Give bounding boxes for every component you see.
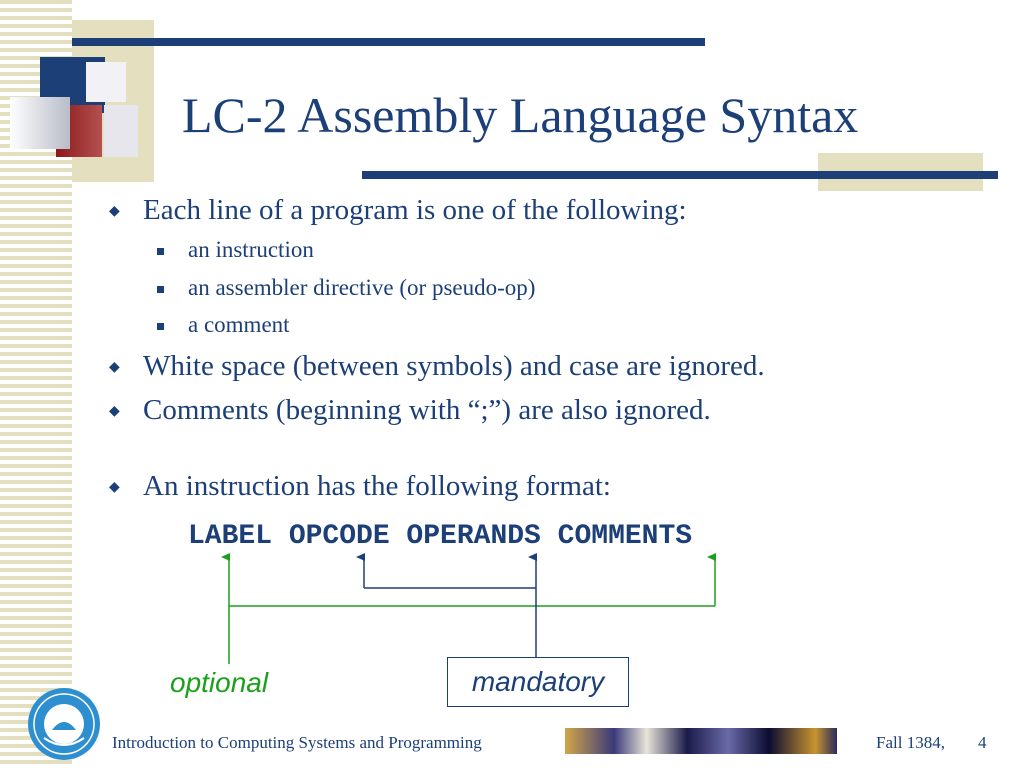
bullet-text: White space (between symbols) and case are ignored. bbox=[143, 350, 765, 382]
diamond-bullet-icon: ◆ bbox=[109, 480, 120, 495]
slide-page-number: 4 bbox=[978, 733, 987, 752]
bullet-text: Comments (beginning with “;”) are also ignored. bbox=[143, 394, 711, 426]
sub-bullet-text: a comment bbox=[188, 312, 290, 337]
bullet-text: Each line of a program is one of the following: bbox=[143, 194, 687, 226]
university-seal-icon bbox=[26, 686, 102, 762]
bullet-text: An instruction has the following format: bbox=[143, 470, 611, 502]
mandatory-connector-lines bbox=[364, 557, 536, 657]
footer-course-title: Introduction to Computing Systems and Programming bbox=[112, 733, 482, 752]
diamond-bullet-icon: ◆ bbox=[109, 204, 120, 219]
instruction-format-line: LABEL OPCODE OPERANDS COMMENTS bbox=[188, 521, 693, 552]
sub-bullet-text: an assembler directive (or pseudo-op) bbox=[188, 275, 536, 300]
footer-image-strip bbox=[565, 728, 837, 754]
diamond-bullet-icon: ◆ bbox=[109, 404, 120, 419]
diamond-bullet-icon: ◆ bbox=[109, 360, 120, 375]
slide-title: LC-2 Assembly Language Syntax bbox=[182, 87, 859, 143]
optional-connector-lines bbox=[229, 557, 715, 664]
optional-label: optional bbox=[170, 667, 269, 698]
mandatory-label: mandatory bbox=[447, 657, 629, 707]
sub-bullet-text: an instruction bbox=[188, 237, 314, 262]
footer-term: Fall 1384, bbox=[876, 733, 945, 752]
